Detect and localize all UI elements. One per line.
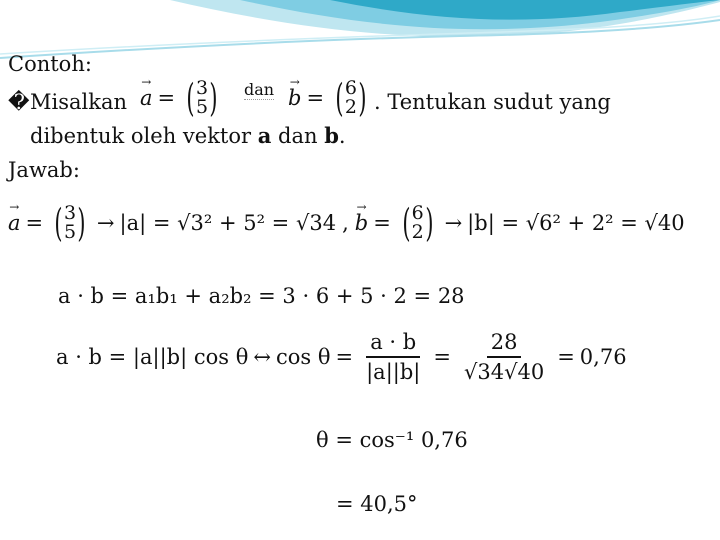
step4-theta: θ = cos⁻¹ 0,76 [316, 428, 468, 452]
step3-frac2-den: √34√40 [463, 360, 545, 384]
step3-frac2-num: 28 [487, 330, 522, 358]
bullet-glyph: � [8, 90, 30, 114]
task-dan: dan [278, 124, 318, 148]
heading-contoh: Contoh: [8, 52, 92, 76]
task-line-2 [30, 123, 346, 148]
step3-frac1-num: a · b [366, 330, 420, 358]
dan-label: dan [244, 80, 275, 99]
jawab-label: Jawab: [8, 158, 80, 182]
step3-result: 0,76 [579, 345, 627, 369]
task-text: . Tentukan sudut yang [374, 90, 611, 114]
step3-iff: ↔ [253, 345, 271, 369]
vector-a-symbol: → a [140, 75, 153, 110]
step1-equation: → a = ( 3 5 ) → |a| = √3² + 5² = √34 , → b = ( 6 2 ) → |b| = √6² + 2² = √40 [8, 200, 685, 245]
step1-a-x: 3 [63, 202, 77, 224]
vector-a-y: 5 [195, 96, 209, 118]
task-line2-suffix: . [338, 124, 346, 148]
step1-b-y: 2 [411, 221, 424, 243]
step2-dot-product: a · b = a₁b₁ + a₂b₂ = 3 · 6 + 5 · 2 = 28 [58, 284, 465, 308]
misalkan-label: Misalkan [30, 90, 128, 114]
step3-fraction-2 [460, 330, 548, 384]
step1-b-norm: |b| = √6² + 2² = √40 [467, 211, 685, 235]
vector-a-x: 3 [195, 77, 209, 99]
vector-b-definition: → b = ( 6 2 ) [288, 75, 367, 120]
step3-cos: cos θ [275, 345, 331, 369]
vector-b-bold: b [324, 123, 339, 148]
vector-b-x: 6 [344, 77, 357, 99]
step5-result: = 40,5° [336, 492, 418, 516]
step3-cos-formula: a · b = |a||b| cos θ ↔ cos θ = $\frac{a \cdot b}{|a||b|}$ = $\frac{28}{√34√40}$ = 0,76 [56, 330, 627, 384]
step1-a-norm: |a| = √3² + 5² = √34 [119, 211, 337, 235]
step3-frac1-den: |a||b| [366, 360, 421, 384]
task-line2-prefix: dibentuk oleh vektor [30, 124, 252, 148]
vector-b-y: 2 [344, 96, 357, 118]
vector-a-definition: → a = ( 3 5 ) [140, 75, 218, 120]
step3-lhs: a · b = |a||b| cos θ [56, 345, 249, 369]
step1-b-x: 6 [411, 202, 424, 224]
vector-b-symbol: → b [288, 75, 302, 110]
header-wave-decoration [0, 0, 720, 60]
step1-a-y: 5 [63, 221, 77, 243]
step1-sep: , [342, 211, 349, 235]
vector-a-bold: a [257, 123, 272, 148]
step3-fraction-1 [362, 330, 424, 384]
